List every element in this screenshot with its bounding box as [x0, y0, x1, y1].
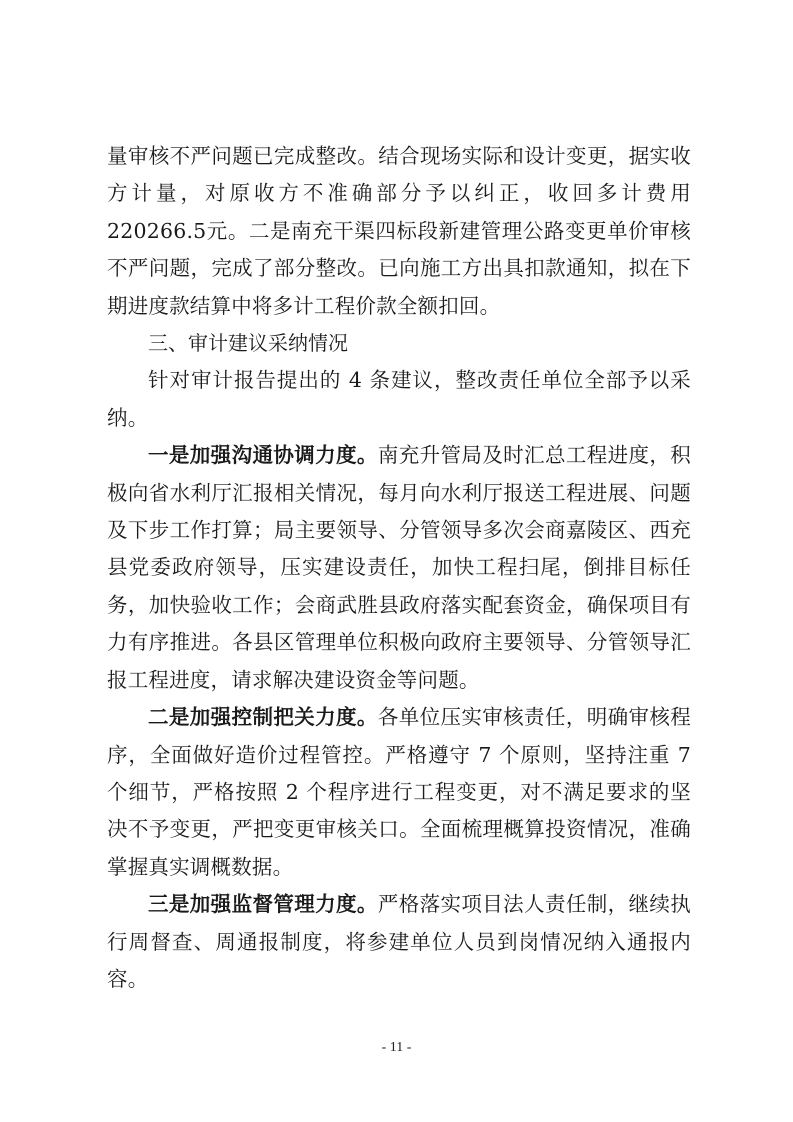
item-lead: 三是加强监督管理力度。: [148, 892, 378, 917]
item-paragraph-3: [107, 886, 691, 998]
item-lead: 一是加强沟通协调力度。: [148, 443, 378, 468]
body-text: [107, 138, 691, 998]
item-text: 各单位压实审核责任，明确审核程序，全面做好造价过程管控。严格遵守 7 个原则，坚持注重 7 个细节，严格按照 2 个程序进行工程变更，对不满足要求的坚决不予变更，严把变更审核关口。全面梳理概算投资情况，准确掌握真实调概数据。: [107, 705, 691, 879]
item-text: 南充升管局及时汇总工程进度，积极向省水利厅汇报相关情况，每月向水利厅报送工程进展、问题及下步工作打算；局主要领导、分管领导多次会商嘉陵区、西充县党委政府领导，压实建设责任，加快工程扫尾，倒排目标任务，加快验收工作；会商武胜县政府落实配套资金，确保项目有力有序推进。各县区管理单位积极向政府主要领导、分管领导汇报工程进度，请求解决建设资金等问题。: [107, 443, 691, 692]
paragraph-text: 量审核不严问题已完成整改。结合现场实际和设计变更，据实收方计量，对原收方不准确部分予以纠正，收回多计费用220266.5元。二是南充干渠四标段新建管理公路变更单价审核不严问题，完成了部分整改。已向施工方出具扣款通知，拟在下期进度款结算中将多计工程价款全额扣回。: [107, 144, 691, 318]
section-heading: 三、审计建议采纳情况: [148, 331, 348, 356]
item-paragraph-2: [107, 699, 691, 886]
paragraph-continuation: [107, 138, 691, 325]
item-lead: 二是加强控制把关力度。: [148, 705, 378, 730]
page-number: - 11 -: [381, 1040, 412, 1055]
item-text: 严格落实项目法人责任制，继续执行周督查、周通报制度，将参建单位人员到岗情况纳入通报内容。: [107, 892, 691, 991]
intro-paragraph: 针对审计报告提出的 4 条建议，整改责任单位全部予以采纳。: [107, 368, 691, 430]
item-paragraph-1: [107, 437, 691, 699]
